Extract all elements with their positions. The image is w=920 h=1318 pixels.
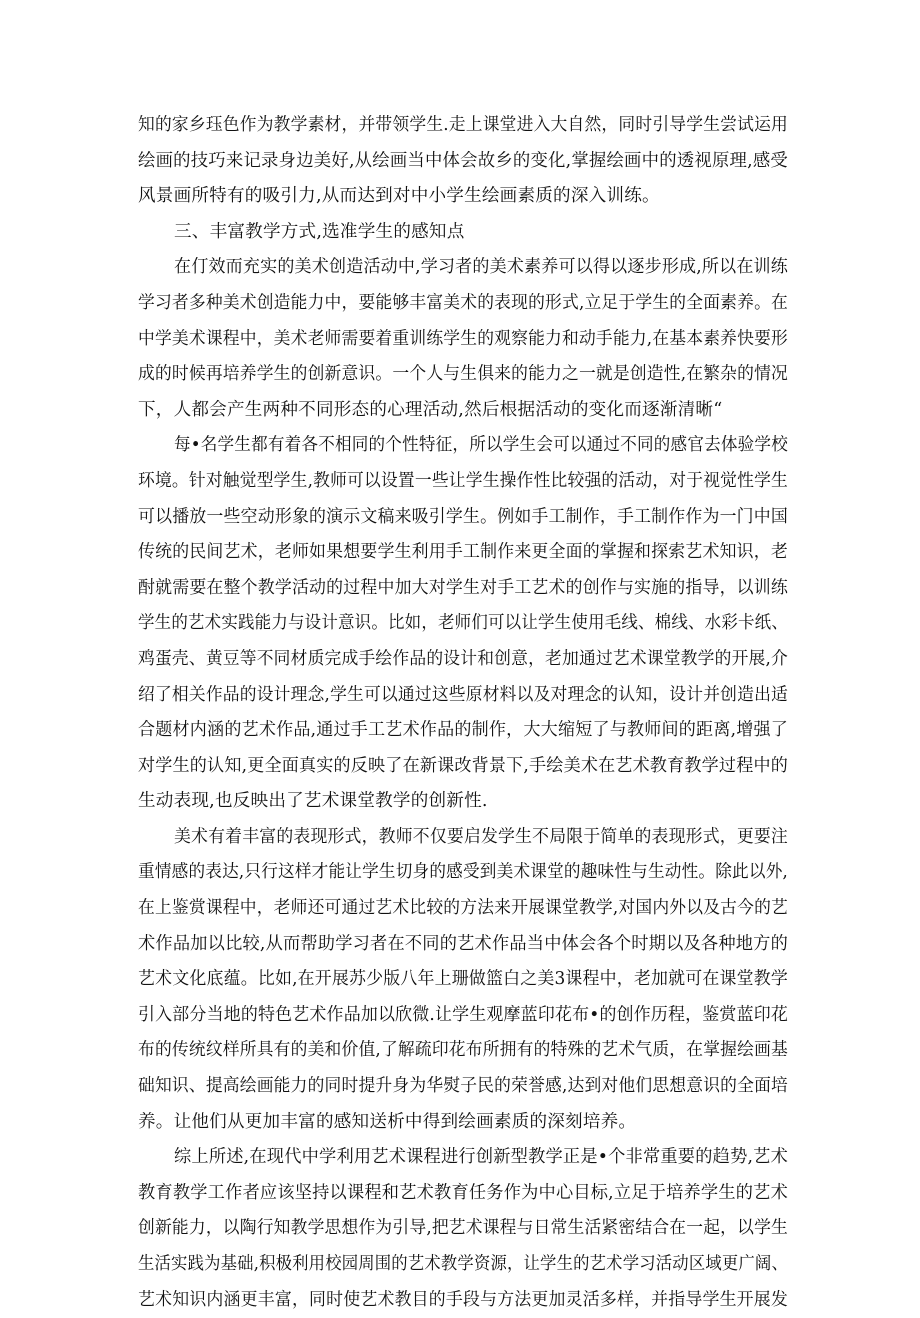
- text-line: 美术有着丰富的表现形式，教师不仅要启发学生不局限于简单的表现形式，更要注: [174, 826, 788, 847]
- text-line: 下，人都会产生两种不同形态的心理活动,然后根据活动的变化而逐渐清晰“: [138, 399, 723, 420]
- text-line: 生活实践为基础,积极利用校园周围的艺术教学资源，让学生的艺术学习活动区域更广阔、: [138, 1254, 788, 1274]
- text-line: 布的传统纹样所具有的美和价值,了解疏印花布所拥有的特殊的艺术气质，在掌握绘画基: [138, 1040, 788, 1061]
- text-line: 绍了相关作品的设计理念,学生可以通过这些原材料以及对理念的认知，设计并创造出适: [138, 684, 788, 705]
- text-line: 每•名学生都有着各不相同的个性特征，所以学生会可以通过不同的感官去体验学校: [174, 435, 788, 456]
- text-line: 学习者多种美术创造能力中，要能够丰富美术的表现的形式,立足于学生的全面素养。在: [138, 292, 788, 313]
- text-line: 传统的民间艺术，老师如果想要学生利用手工制作来更全面的掌握和探索艺术知识，老: [138, 542, 788, 563]
- text-line: 在上鉴赏课程中，老师还可通过艺术比较的方法来开展课堂教学,对国内外以及古今的艺: [138, 898, 788, 919]
- text-line: 创新能力，以陶行知教学思想作为引导,把艺术课程与日常生活紧密结合在一起，以学生: [138, 1218, 788, 1239]
- text-line: 知的家乡珏色作为教学素材，并带领学生.走上课堂进入大自然，同时引导学生尝试运用: [138, 115, 788, 135]
- text-line: 三、丰富教学方式,选准学生的感知点: [174, 221, 465, 242]
- text-line: 合题材内涵的艺术作品,通过手工艺术作品的制作，大大缩短了与教师间的距离,增强了: [138, 720, 788, 741]
- text-line: 综上所述,在现代中学利用艺术课程进行创新型教学正是•个非常重要的趋势,艺术: [174, 1147, 788, 1168]
- text-line: 可以播放一些空动形象的演示文稿来吸引学生。例如手工制作，手工制作作为一门中国: [138, 506, 788, 527]
- document-page: [138, 108, 788, 1318]
- text-line: 学生的艺术实践能力与设计意识。比如，老师们可以让学生使用毛线、棉线、水彩卡纸、: [138, 613, 788, 634]
- text-line: 中学美术课程中，美术老师需要着重训练学生的观察能力和动手能力,在基本素养快要形: [138, 328, 788, 349]
- text-line: 酎就需要在整个教学活动的过程中加大对学生对手工艺术的创作与实施的指导，以训练: [138, 577, 788, 598]
- text-line: 风景画所特有的吸引力,从而达到对中小学生绘画素质的深入训练。: [138, 186, 660, 207]
- text-line: 绘画的技巧来记录身边美好,从绘画当中体会故乡的变化,掌握绘画中的透视原理,感受: [138, 150, 788, 171]
- text-line: 引入部分当地的特色艺术作品加以欣微.让学生观摩蓝印花布•的创作历程，鉴赏蓝印花: [138, 1004, 788, 1025]
- text-line: 艺术知识内涵更丰富，同时使艺术教目的手段与方法更加灵活多样，并指导学生开展发: [138, 1289, 788, 1310]
- text-line: 鸡蛋壳、黄豆等不同材质完成手绘作品的设计和创意，老加通过艺术课堂教学的开展,介: [138, 648, 788, 669]
- text-line: 术作品加以比较,从而帮助学习者在不同的艺术作品当中体会各个时期以及各种地方的: [138, 933, 788, 954]
- text-line: 础知识、提高绘画能力的同时提升身为华熨子民的荣誉感,达到对他们思想意识的全面培: [138, 1076, 788, 1097]
- text-line: 重情感的表达,只行这样才能让学生切身的感受到美术课堂的趣味性与生动性。除此以外,: [138, 862, 788, 883]
- text-line: 成的时候再培养学生的创新意识。一个人与生俱来的能力之一就是创造性,在繁杂的情况: [138, 364, 788, 385]
- text-line: 环境。针对触觉型学生,教师可以设置一些让学生操作性比较强的活动，对于视觉性学生: [138, 470, 788, 491]
- text-line: 教育教学工作者应该坚持以课程和艺术教育任务作为中心目标,立足于培养学生的艺术: [138, 1182, 788, 1203]
- text-line: 生动表现,也反映出了艺术课堂教学的创新性.: [138, 791, 488, 812]
- text-line: 对学生的认知,更全面真实的反映了在新课改背景下,手绘美术在艺术教育教学过程中的: [138, 755, 788, 776]
- text-line: 艺术文化底蕴。比如,在开展苏少版八年上珊做篮白之美3课程中，老加就可在课堂教学: [138, 969, 788, 990]
- text-line: 在仃效而充实的美术创造活动中,学习者的美术素养可以得以逐步形成,所以在训练: [174, 257, 788, 278]
- text-line: 养。让他们从更加丰富的感知送析中得到绘画素质的深刻培养。: [138, 1111, 637, 1132]
